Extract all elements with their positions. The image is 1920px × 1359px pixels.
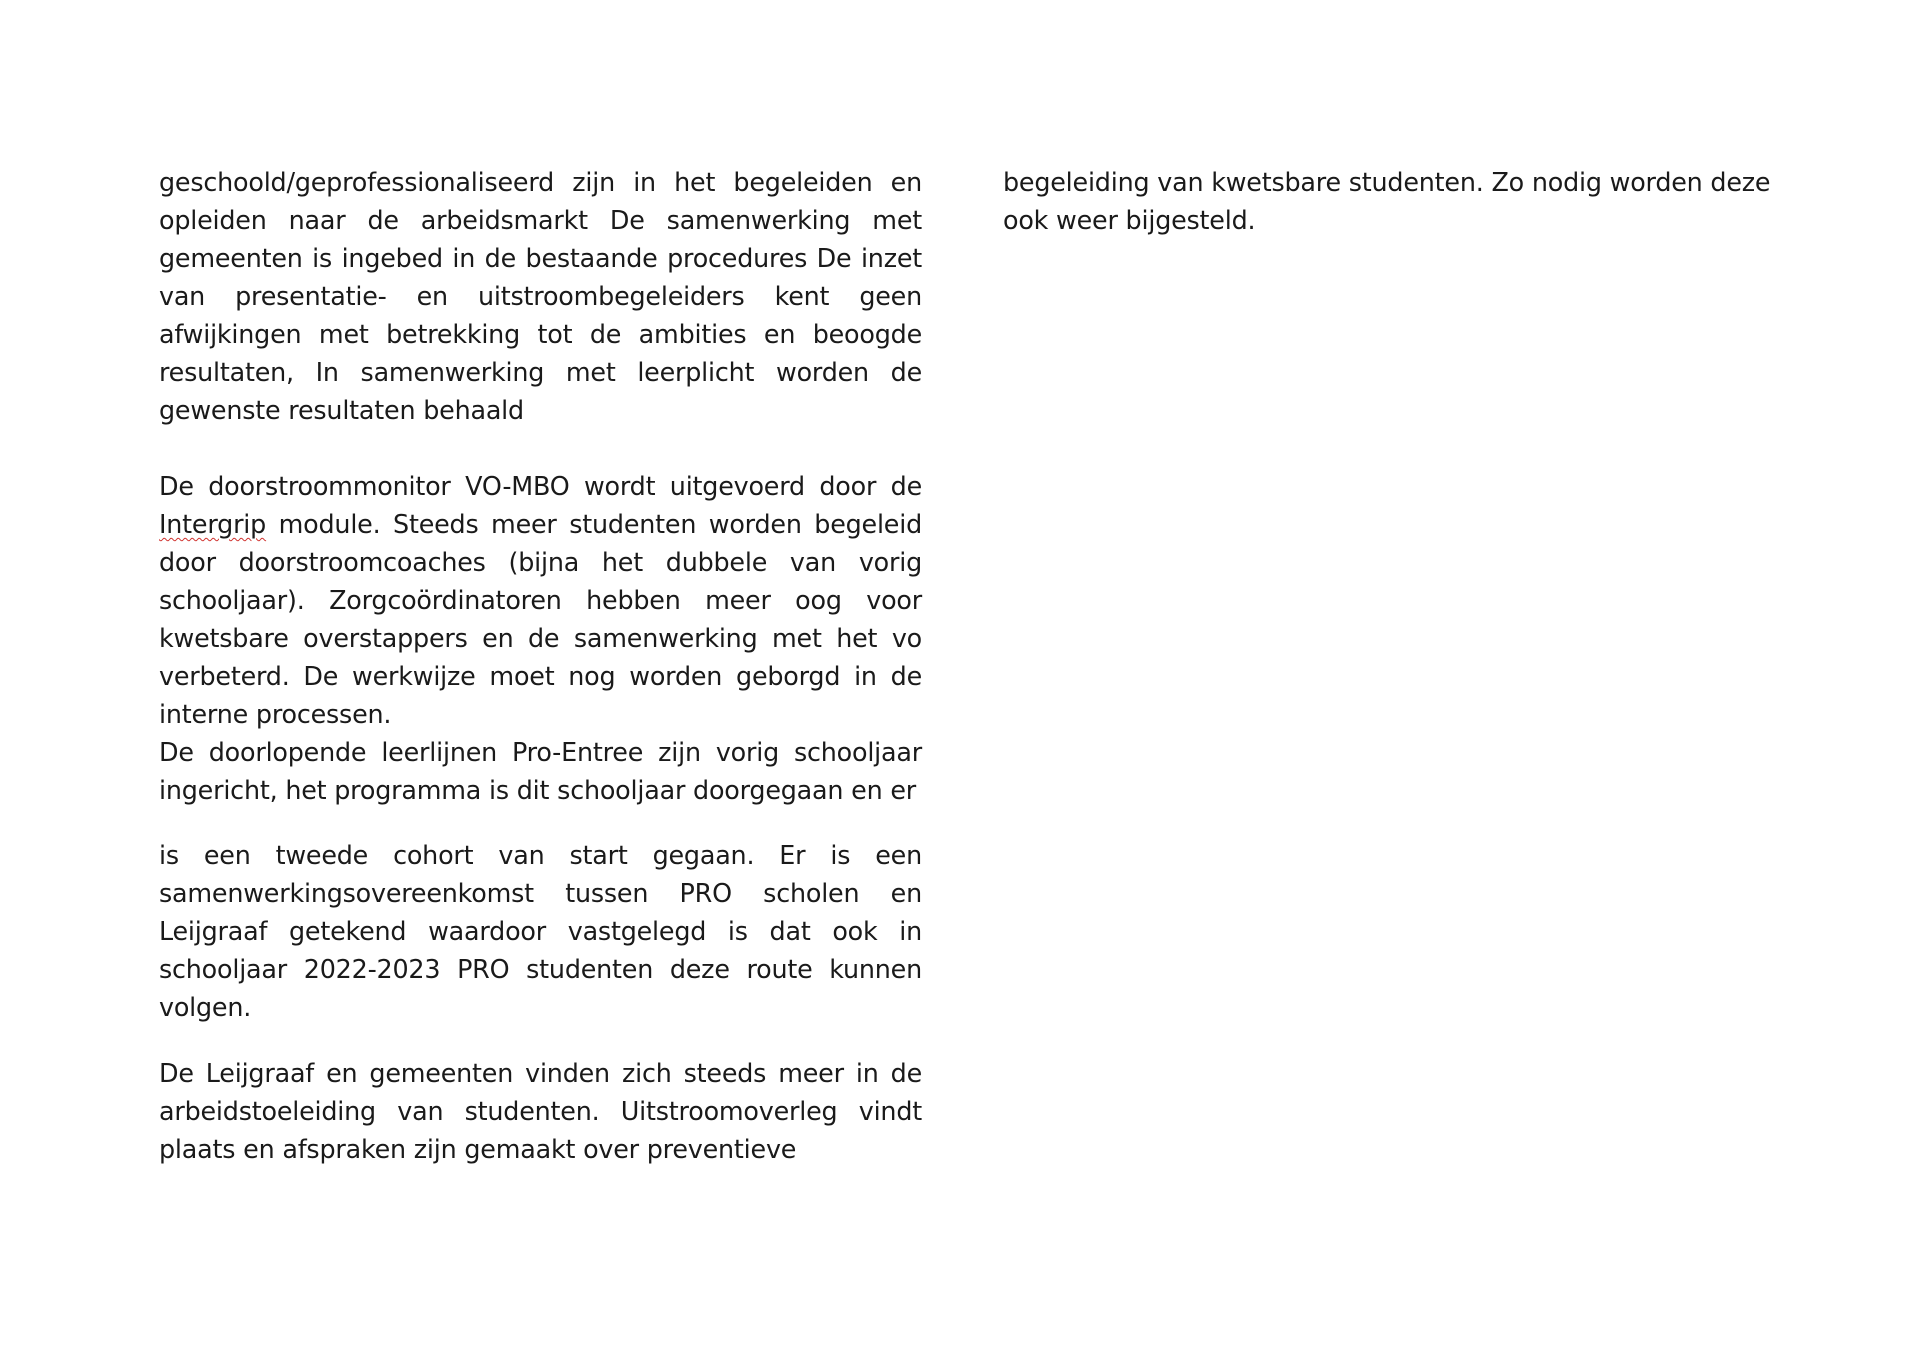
paragraph-arbeidsmarkt: geschoold/geprofessionaliseerd zijn in het begeleiden en opleiden naar de arbeidsmarkt De samenwerking met gemeenten is ingebed in de bestaande procedures De inzet van presentatie- en uitstroombegeleiders kent geen afwijkingen met betrekking tot de ambities en beoogde resultaten, In samenwerking met leerplicht worden de gewenste resultaten behaald <box>159 167 922 425</box>
paragraph-doorstroommonitor-start: De doorstroommonitor VO-MBO wordt uitgevoerd door de <box>159 471 922 501</box>
paragraph-doorstroommonitor-end: module. Steeds meer studenten worden begeleid door doorstroomcoaches (bijna het dubbele van vorig schooljaar). Zorgcoördinatoren hebben meer oog voor kwetsbare overstappers en de samenwerking met het vo verbeterd. De werkwijze moet nog worden geborgd in de interne processen. <box>159 509 922 729</box>
left-text-column <box>159 163 922 1168</box>
right-text-column <box>1003 163 1778 239</box>
paragraph-doorstroommonitor <box>159 467 922 733</box>
paragraph-begeleiding: begeleiding van kwetsbare studenten. Zo nodig worden deze ook weer bijgesteld. <box>1003 167 1771 235</box>
spellcheck-flagged-word[interactable]: Intergrip <box>159 509 267 539</box>
paragraph-tweede-cohort: is een tweede cohort van start gegaan. Er is een samenwerkingsovereenkomst tussen PRO scholen en Leijgraaf getekend waardoor vastgelegd is dat ook in schooljaar 2022-2023 PRO studenten deze route kunnen volgen. <box>159 840 922 1022</box>
paragraph-arbeidstoeleiding: De Leijgraaf en gemeenten vinden zich steeds meer in de arbeidstoeleiding van studenten. Uitstroomoverleg vindt plaats en afspraken zijn gemaakt over preventieve <box>159 1058 922 1164</box>
paragraph-pro-entree: De doorlopende leerlijnen Pro-Entree zijn vorig schooljaar ingericht, het programma is dit schooljaar doorgegaan en er <box>159 737 922 805</box>
